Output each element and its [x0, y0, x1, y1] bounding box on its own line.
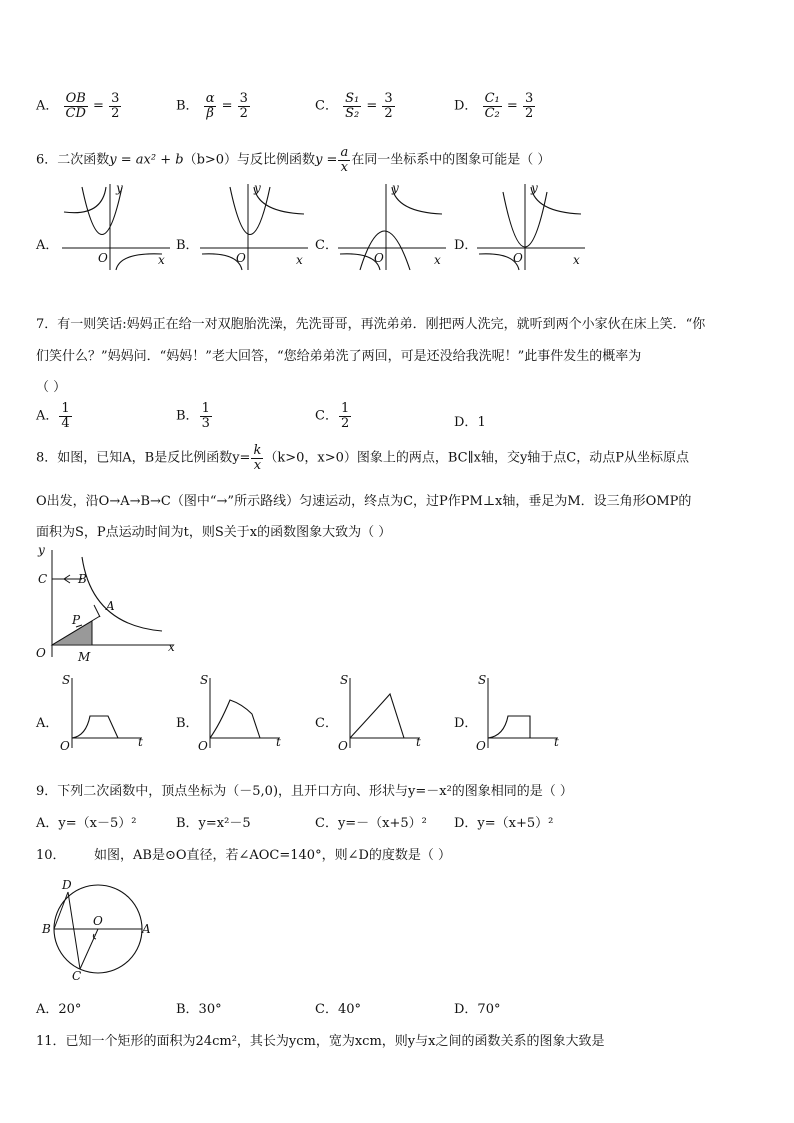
q8-line-3: 面积为S，P点运动时间为t，则S关于x的函数图象大致为（ ） — [36, 525, 392, 540]
hyperbola-branch — [531, 187, 581, 214]
arrow-icon — [94, 605, 100, 617]
q10-stem: 如图，AB是⊙O直径，若∠AOC=140°，则∠D的度数是（ ） — [94, 848, 452, 863]
axis-label-t: t — [138, 735, 143, 749]
axis-label-t: t — [554, 735, 559, 749]
label-c: C — [38, 572, 48, 586]
parabola — [230, 187, 270, 235]
origin-label: O — [60, 739, 70, 753]
label-y: y — [38, 543, 45, 557]
s-curve — [210, 700, 260, 738]
axis-label-t: t — [416, 735, 421, 749]
q8-letter-b: B． — [176, 716, 199, 731]
origin-label: O — [513, 251, 523, 265]
q10-option-b: B．30° — [176, 1002, 222, 1017]
axis-label-x: x — [158, 253, 165, 267]
q9-stem: 9．下列二次函数中，顶点坐标为（－5,0)，且开口方向、形状与y=－x²的图象相同的是（ ） — [36, 784, 573, 799]
origin-label: O — [374, 251, 384, 265]
q5-option-c: C． $\frac{\text{S₁}}{\text{S₂}}$ = $\frac{3}{2}$ — [315, 91, 393, 121]
origin-label: O — [236, 251, 246, 265]
axis-label-s: S — [478, 673, 487, 687]
q8-line-2: O出发，沿O→A→B→C（图中“→”所示路线）匀速运动，终点为C，过P作PM⊥x轴，垂足为M．设三角形OMP的 — [36, 494, 692, 509]
q9-option-b: B．y=x²－5 — [176, 816, 251, 831]
q9-option-a: A．y=（x－5）² — [36, 816, 137, 831]
label-m: M — [78, 650, 91, 664]
axis-label-x: x — [434, 253, 441, 267]
radius-oc — [80, 929, 98, 969]
q10-option-c: C．40° — [315, 1002, 361, 1017]
q6-letter-a: A． — [36, 238, 59, 253]
label-p: P — [72, 613, 81, 627]
q5-option-b: B． $\frac{\alpha}{\beta}$ = $\frac{3}{2}$ — [176, 91, 248, 121]
q5-option-d: D． $\frac{\text{C₁}}{\text{C₂}}$ = $\frac{3}{2}$ — [454, 91, 534, 121]
s-curve — [488, 716, 530, 738]
q7-option-b: B． $\frac{1}{3}$ — [176, 401, 210, 431]
q6-graph-a — [62, 182, 172, 272]
q7-line-2: 们笑什么？”妈妈问．“妈妈！”老大回答，“您给弟弟洗了两回，可是还没给我洗呢！”此事件发生的概率为 — [36, 349, 642, 364]
s-curve — [72, 716, 118, 738]
origin-label: O — [476, 739, 486, 753]
q11-stem: 11．已知一个矩形的面积为24cm²，其长为ycm，宽为xcm，则y与x之间的函数关系的图象大致是 — [36, 1034, 605, 1049]
axis-label-y: y — [116, 181, 123, 195]
hyperbola-branch — [116, 254, 162, 270]
q8-graph-a — [60, 674, 150, 754]
label-b: B — [42, 922, 51, 936]
axis-label-x: x — [573, 253, 580, 267]
origin-label: O — [98, 251, 108, 265]
q10-figure — [38, 872, 158, 982]
q10-number: 10． — [36, 848, 66, 863]
parabola — [360, 231, 410, 270]
label-c: C — [72, 969, 82, 983]
chord-dc — [68, 892, 80, 969]
axis-label-x: x — [296, 253, 303, 267]
label-a: A — [106, 599, 115, 613]
q8-graph-c — [338, 674, 428, 754]
label-d: D — [62, 878, 72, 892]
q6-graph-c — [338, 182, 448, 272]
q6-graph-d — [477, 182, 587, 272]
q8-figure — [34, 545, 184, 665]
q8-letter-a: A． — [36, 716, 59, 731]
q9-option-d: D．y=（x+5）² — [454, 816, 554, 831]
origin-label: O — [338, 739, 348, 753]
q10-option-d: D．70° — [454, 1002, 501, 1017]
q6-letter-c: C． — [315, 238, 338, 253]
label-o: O — [36, 646, 46, 660]
chord-db — [54, 892, 68, 929]
label-o: O — [93, 914, 103, 928]
q5-option-a: A． $\frac{OB}{CD}$ = $\frac{3}{2}$ — [36, 91, 120, 121]
q7-line-3: （ ） — [36, 380, 67, 395]
hyperbola-branch — [392, 187, 442, 214]
axis-label-y: y — [392, 181, 399, 195]
q7-line-1: 7．有一则笑话:妈妈正在给一对双胞胎洗澡，先洗哥哥，再洗弟弟．刚把两人洗完，就听到两个小家伙在床上笑．“你 — [36, 317, 706, 332]
axis-label-y: y — [254, 181, 261, 195]
label-a: A — [142, 922, 151, 936]
s-curve — [350, 694, 404, 738]
q6-stem: 6．二次函数y = ax² + b（b>0）与反比例函数y = $\frac{a}{x}$ 在同一坐标系中的图象可能是（ ） — [36, 145, 551, 175]
q8-letter-c: C． — [315, 716, 338, 731]
axis-label-s: S — [340, 673, 349, 687]
q8-letter-d: D． — [454, 716, 478, 731]
q7-option-d: D．1 — [454, 415, 486, 430]
q6-letter-b: B． — [176, 238, 199, 253]
label-x: x — [168, 640, 175, 654]
q10-option-a: A．20° — [36, 1002, 82, 1017]
axis-label-s: S — [62, 673, 71, 687]
q6-letter-d: D． — [454, 238, 478, 253]
q8-line-1: 8．如图，已知A，B是反比例函数y= $\frac{k}{x}$ （k>0，x>0）图象上的两点，BC∥x轴，交y轴于点C，动点P从坐标原点 — [36, 443, 689, 473]
axis-label-y: y — [531, 181, 538, 195]
q7-option-a: A． $\frac{1}{4}$ — [36, 401, 70, 431]
q6-graph-b — [200, 182, 310, 272]
q8-graph-d — [476, 674, 566, 754]
q7-option-c: C． $\frac{1}{2}$ — [315, 401, 350, 431]
q9-option-c: C．y=－（x+5）² — [315, 816, 427, 831]
axis-label-s: S — [200, 673, 209, 687]
hyperbola-branch — [254, 187, 304, 214]
axis-label-t: t — [276, 735, 281, 749]
label-b: B — [78, 572, 87, 586]
q8-graph-b — [198, 674, 288, 754]
origin-label: O — [198, 739, 208, 753]
